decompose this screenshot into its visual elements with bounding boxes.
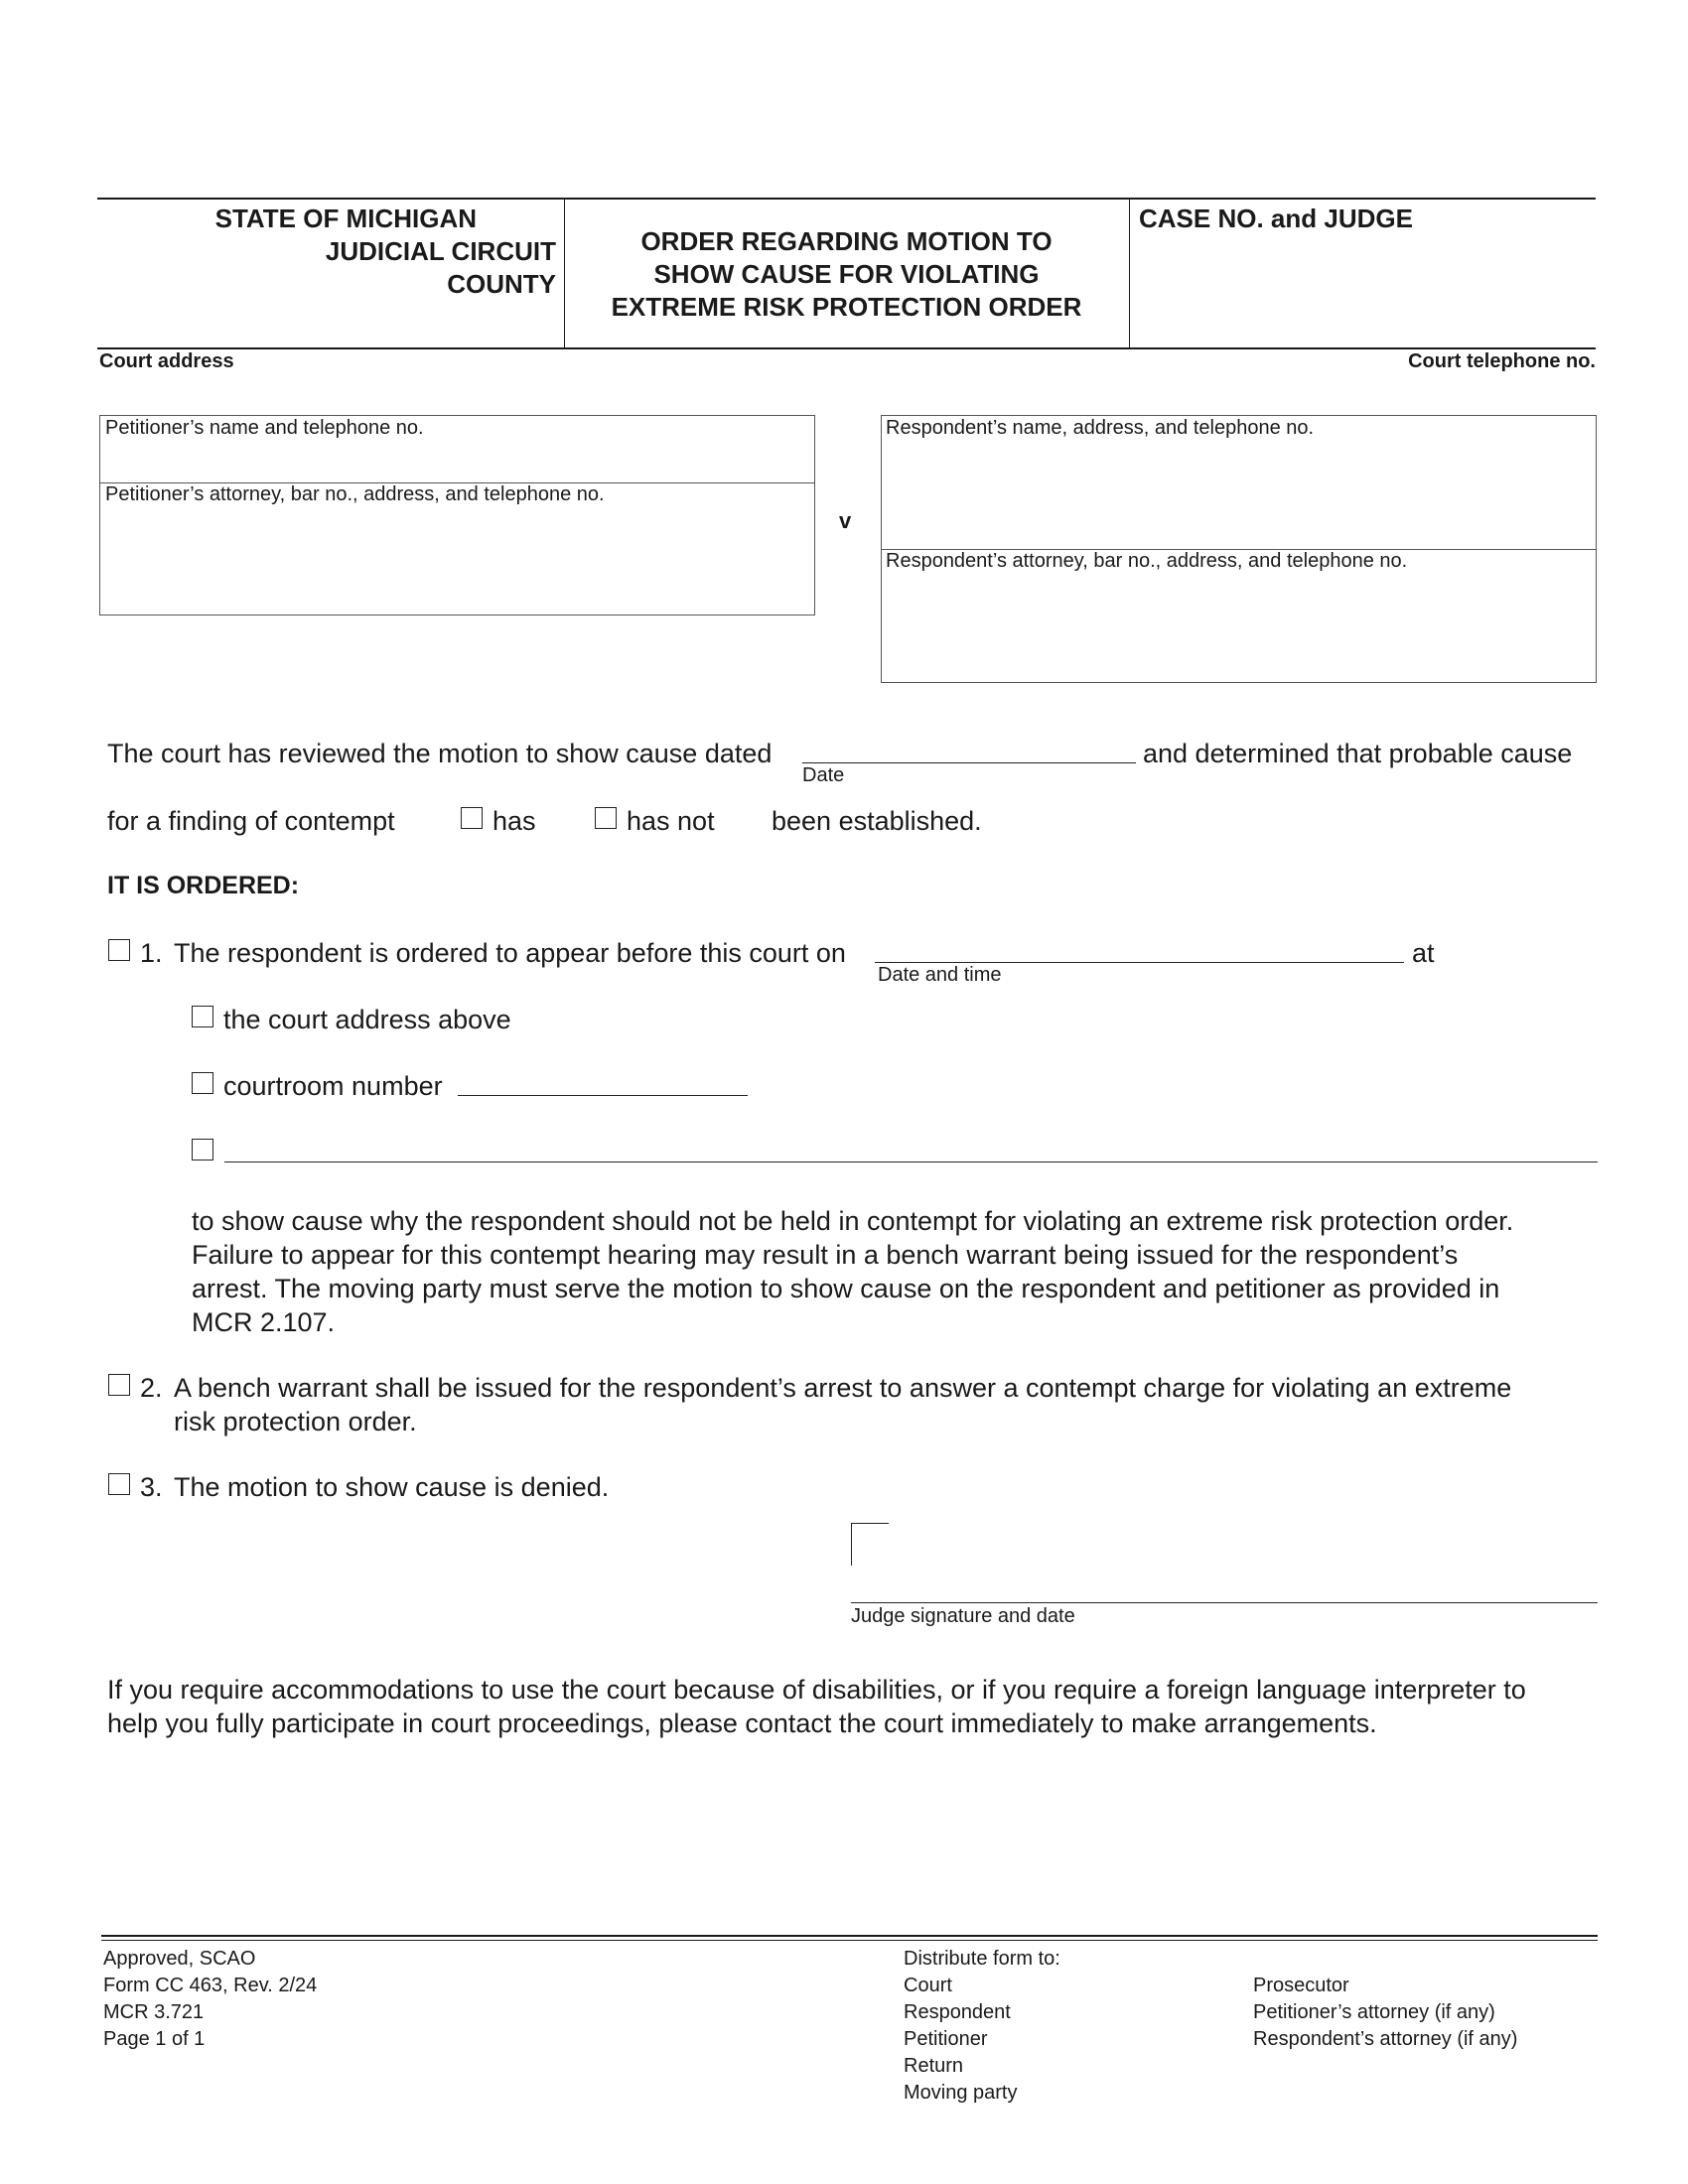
appearance-date-field[interactable] (875, 936, 1404, 963)
item1-text: The respondent is ordered to appear before this court on (174, 938, 846, 968)
distribute-item: Return (904, 2055, 964, 2077)
has-label: has (492, 806, 536, 836)
accommodation-notice (107, 1673, 1526, 1740)
has-checkbox[interactable] (461, 807, 483, 829)
item1-at: at (1412, 938, 1435, 968)
distribution-list-2 (1253, 1973, 1517, 2053)
approved-label: Approved, SCAO (103, 1948, 256, 1970)
header-divider-1 (564, 199, 565, 348)
mcr-reference: MCR 3.721 (103, 2001, 205, 2023)
other-location-field[interactable] (224, 1136, 1598, 1162)
form-title (571, 225, 1122, 324)
court-address-checkbox[interactable] (192, 1006, 213, 1027)
respondent-attorney-label: Respondent’s attorney, bar no., address, and telephone no. (886, 550, 1408, 572)
item1-para-line-3: arrest. The moving party must serve the motion to show cause on the respondent and petitioner as provided in (192, 1274, 1500, 1303)
court-address-label: Court address (99, 350, 234, 372)
has-not-label: has not (627, 806, 715, 836)
distribute-item: Petitioner’s attorney (if any) (1253, 2001, 1495, 2023)
versus-label: v (839, 508, 852, 533)
finding-text-2: and determined that probable cause (1143, 739, 1573, 768)
item2-checkbox[interactable] (108, 1374, 130, 1396)
item2-text (174, 1371, 1511, 1438)
has-not-checkbox[interactable] (595, 807, 617, 829)
title-line-1: ORDER REGARDING MOTION TO (640, 226, 1053, 256)
item2-line-2: risk protection order. (174, 1407, 417, 1436)
form-number: Form CC 463, Rev. 2/24 (103, 1975, 318, 1996)
motion-date-field[interactable] (802, 737, 1136, 763)
case-number-label: CASE NO. and JUDGE (1139, 204, 1413, 233)
header-bottom-rule (97, 347, 1596, 349)
item2-number: 2. (140, 1373, 163, 1403)
distribute-item: Prosecutor (1253, 1975, 1349, 1996)
ordered-heading: IT IS ORDERED: (107, 872, 300, 899)
distribute-item: Moving party (904, 2082, 1018, 2104)
distribute-item: Court (904, 1975, 952, 1996)
courtroom-number-field[interactable] (458, 1069, 748, 1096)
court-address-option-label: the court address above (223, 1005, 511, 1034)
judicial-circuit-label: JUDICIAL CIRCUIT (325, 236, 556, 266)
petitioner-attorney-field[interactable] (101, 509, 813, 613)
finding-line2-start: for a finding of contempt (107, 806, 395, 836)
courtroom-option-label: courtroom number (223, 1071, 443, 1101)
petitioner-name-label: Petitioner’s name and telephone no. (105, 417, 424, 439)
petitioner-attorney-label: Petitioner’s attorney, bar no., address, and telephone no. (105, 483, 605, 505)
state-name: STATE OF MICHIGAN (214, 204, 477, 233)
item1-number: 1. (140, 938, 163, 968)
court-phone-label: Court telephone no. (1408, 350, 1596, 372)
distribute-item: Respondent (904, 2001, 1011, 2023)
other-location-checkbox[interactable] (192, 1139, 213, 1160)
item1-para-line-4: MCR 2.107. (192, 1307, 336, 1337)
finding-line2-end: been established. (772, 806, 982, 836)
judge-signature-field[interactable] (851, 1565, 1598, 1603)
header-divider-2 (1129, 199, 1130, 348)
distribute-item: Petitioner (904, 2028, 988, 2050)
item1-para-line-1: to show cause why the respondent should not be held in contempt for violating an extreme risk protection order. (192, 1206, 1514, 1236)
item1-para-line-2: Failure to appear for this contempt hearing may result in a bench warrant being issued for the respondent’s (192, 1240, 1459, 1270)
item1-checkbox[interactable] (108, 939, 130, 961)
court-jurisdiction (99, 203, 556, 301)
signature-corner-mark (851, 1523, 889, 1566)
accommodation-line-2: help you fully participate in court proceedings, please contact the court immediately to make arrangements. (107, 1708, 1377, 1738)
accommodation-line-1: If you require accommodations to use the court because of disabilities, or if you require a foreign language interpreter to (107, 1675, 1526, 1705)
item3-checkbox[interactable] (108, 1473, 130, 1495)
judge-signature-label: Judge signature and date (851, 1605, 1075, 1627)
finding-text-1: The court has reviewed the motion to show cause dated (107, 739, 773, 768)
respondent-name-label: Respondent’s name, address, and telephone no. (886, 417, 1315, 439)
motion-date-label: Date (802, 764, 845, 786)
page-number: Page 1 of 1 (103, 2028, 206, 2050)
item3-text: The motion to show cause is denied. (174, 1472, 610, 1502)
distribute-item: Respondent’s attorney (if any) (1253, 2028, 1518, 2050)
respondent-name-field[interactable] (883, 443, 1595, 546)
footer-rule-1 (101, 1935, 1598, 1937)
case-number-field[interactable] (1132, 243, 1594, 342)
form-info (103, 1946, 317, 2053)
item2-line-1: A bench warrant shall be issued for the respondent’s arrest to answer a contempt charge for violating an extreme (174, 1373, 1512, 1403)
distribute-heading: Distribute form to: (904, 1948, 1060, 1970)
title-line-2: SHOW CAUSE FOR VIOLATING (653, 259, 1040, 289)
county-label: COUNTY (447, 269, 556, 299)
courtroom-checkbox[interactable] (192, 1072, 213, 1094)
distribution-list-1 (904, 1946, 1060, 2107)
appearance-date-label: Date and time (878, 964, 1002, 986)
item3-number: 3. (140, 1472, 163, 1502)
footer-rule-2 (101, 1940, 1598, 1941)
respondent-attorney-field[interactable] (883, 576, 1595, 679)
item1-paragraph (192, 1204, 1513, 1339)
title-line-3: EXTREME RISK PROTECTION ORDER (611, 292, 1082, 322)
header-top-rule (97, 198, 1596, 200)
petitioner-name-field[interactable] (101, 443, 813, 480)
